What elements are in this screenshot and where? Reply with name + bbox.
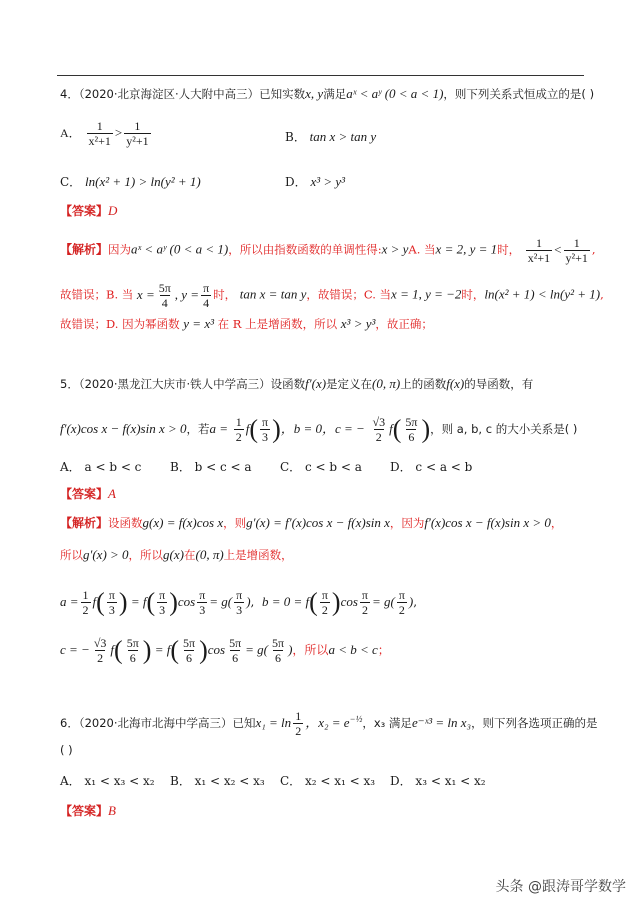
q5-option-c: C． c < b < a xyxy=(280,460,362,474)
q5-option-a: A． a < b < c xyxy=(60,460,142,474)
q5-explanation-line3: a = $\frac{1}{2}$ f( $\frac{\pi}{3}$ ) = f( $\frac{\pi}{3}$ )cos $\frac{\pi}{3}$ = g( $\frac{\pi}{3}$ ), b = 0 = f( $\frac{\pi}{2}$ )cos $\frac{\pi}{2}$ = g( $\frac{\pi}{2}$ ), xyxy=(60,587,418,617)
q6-answer: 【答案】B xyxy=(60,803,116,818)
q5-option-d: D． c < a < b xyxy=(390,460,473,474)
watermark: 头条 @跟涛哥学数学 xyxy=(495,879,626,895)
q5-answer: 【答案】A xyxy=(60,486,116,501)
q4-option-d: D． x³ > y³ xyxy=(285,174,346,189)
q4-option-c: C． ln(x² + 1) > ln(y² + 1) xyxy=(60,174,201,189)
q4-explanation-line3: 故错误；D. 因为幂函数 y = x³ 在 R 上是增函数，所以 x³ > y³，故正确； xyxy=(60,316,433,331)
q5-option-b: B． b < c < a xyxy=(170,460,252,474)
q6-paren: ( ) xyxy=(60,743,73,757)
top-rule xyxy=(57,75,584,76)
q4-option-b: B． tan x > tan y xyxy=(285,129,377,144)
q5-stem-line2: f′(x)cos x − f(x)sin x > 0，若a = $\frac{1}{2}$ f( $\frac{\pi}{3}$ )，b = 0，c = − $\frac{√3}{2}$ f( $\frac{5\pi}{6}$ )，则 a, b, c 的大小关系是( ) xyxy=(60,414,578,444)
q4-option-a: A． $\frac{1}{\text{x²+1}}$ > $\frac{1}{\text{y²+1}}$ xyxy=(60,119,149,148)
q5-explanation-line2: 所以g′(x) > 0，所以g(x)在(0, π)上是增函数， xyxy=(60,547,293,562)
q4-explanation-line2: 故错误；B. 当 x = $\frac{5\pi}{4}$ , y = $\frac{\pi}{4}$ 时， tan x = tan y，故错误；C. 当x = 1, y = −2时，ln(x² + 1) < ln(y² + 1), xyxy=(60,281,604,310)
q5-stem: 5．（2020·黑龙江大庆市·铁人中学高三）设函数f′(x)是定义在(0, π)上的函数f(x)的导函数，有 xyxy=(60,376,534,391)
q6-option-a: A． x₁ < x₃ < x₂ xyxy=(60,774,155,788)
q6-option-c: C． x₂ < x₁ < x₃ xyxy=(280,774,376,788)
q6-option-b: B． x₁ < x₂ < x₃ xyxy=(170,774,265,788)
q4-answer: 【答案】D xyxy=(60,203,118,218)
q4-stem: 4．（2020·北京海淀区·人大附中高三）已知实数x, y满足aˣ < aʸ (0 < a < 1)，则下列关系式恒成立的是( ) xyxy=(60,86,595,101)
q4-explanation-line1: 【解析】因为aˣ < aʸ (0 < a < 1)，所以由指数函数的单调性得:x > yA. 当x = 2, y = 1时， $\frac{1}{\text{x²+1}}$ < $\frac{1}{\text{y²+1}}$ , xyxy=(60,236,596,265)
q6-option-d: D． x₃ < x₁ < x₂ xyxy=(390,774,486,788)
q5-explanation-line1: 【解析】设函数g(x) = f(x)cos x，则g′(x) = f′(x)cos x − f(x)sin x，因为f′(x)cos x − f(x)sin x > 0， xyxy=(60,515,563,530)
q6-stem: 6．（2020·北海市北海中学高三）已知x₁ = ln $\frac{1}{2}$ ，$x_2 = e^{-\frac{1}{2}}$，x₃ 满足e⁻ˣ³ = ln x₃，则下列各选项正确的是 xyxy=(60,709,598,738)
q5-explanation-line4: c = − $\frac{√3}{2}$ f( $\frac{5\pi}{6}$ ) = f( $\frac{5\pi}{6}$ )cos $\frac{5\pi}{6}$ = g( $\frac{5\pi}{6}$ )，所以a < b < c； xyxy=(60,635,390,665)
